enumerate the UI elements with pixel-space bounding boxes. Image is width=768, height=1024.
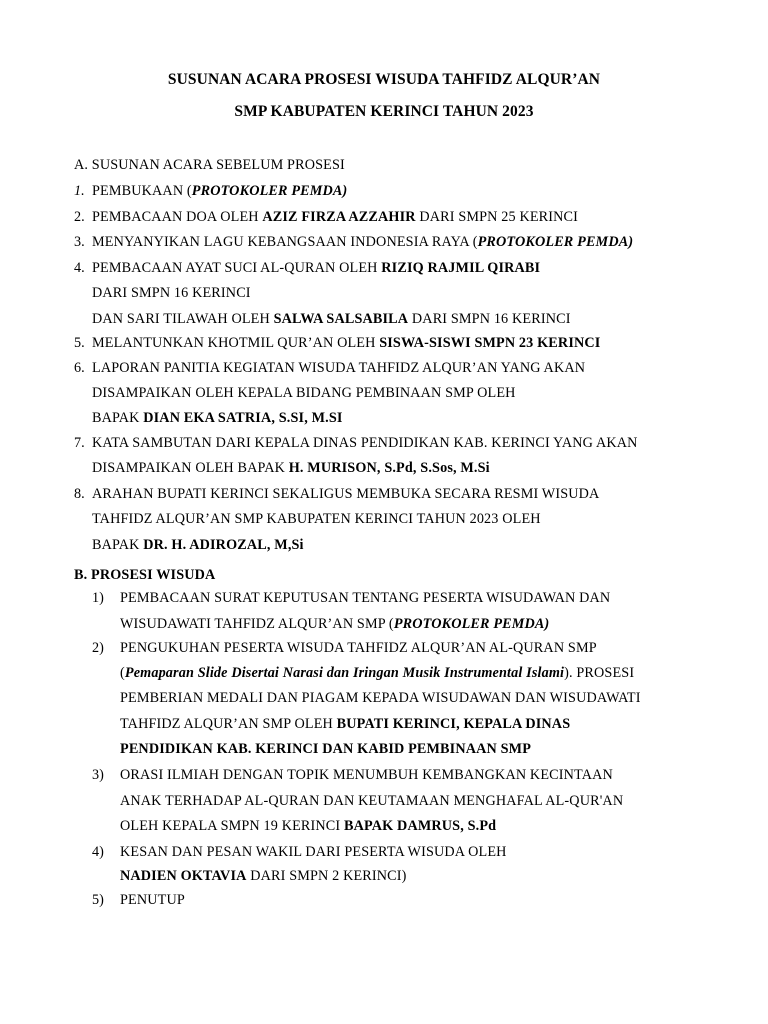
- section-a-item-3: MENYANYIKAN LAGU KEBANGSAAN INDONESIA RAYA (PROTOKOLER PEMDA): [92, 234, 634, 250]
- section-b-item-3-line-3: OLEH KEPALA SMPN 19 KERINCI BAPAK DAMRUS, S.Pd: [120, 818, 497, 834]
- item-number: 1): [92, 590, 104, 606]
- item-number: 2.: [74, 209, 85, 225]
- item-number: 2): [92, 640, 104, 656]
- section-b-heading: B. PROSESI WISUDA: [74, 567, 216, 583]
- item-number: 5): [92, 892, 104, 908]
- item-number: 7.: [74, 435, 85, 451]
- section-a-item-7-line-1: KATA SAMBUTAN DARI KEPALA DINAS PENDIDIKAN KAB. KERINCI YANG AKAN: [92, 435, 638, 451]
- section-b-item-1-line-1: PEMBACAAN SURAT KEPUTUSAN TENTANG PESERTA WISUDAWAN DAN: [120, 590, 611, 606]
- section-a-item-8-line-3: BAPAK DR. H. ADIROZAL, M,Si: [92, 537, 304, 553]
- item-number: 8.: [74, 486, 85, 502]
- item-number: 3): [92, 767, 104, 783]
- section-a-item-8-line-1: ARAHAN BUPATI KERINCI SEKALIGUS MEMBUKA SECARA RESMI WISUDA: [92, 486, 600, 502]
- section-a-item-6-line-2: DISAMPAIKAN OLEH KEPALA BIDANG PEMBINAAN SMP OLEH: [92, 385, 516, 401]
- item-number: 4.: [74, 260, 85, 276]
- item-number: 6.: [74, 360, 85, 376]
- item-number: 3.: [74, 234, 85, 250]
- section-a-item-7-line-2: DISAMPAIKAN OLEH BAPAK H. MURISON, S.Pd, S.Sos, M.Si: [92, 460, 490, 476]
- section-a-item-1: PEMBUKAAN (PROTOKOLER PEMDA): [92, 183, 348, 199]
- document-title-line-2: SMP KABUPATEN KERINCI TAHUN 2023: [234, 103, 534, 120]
- section-a-item-4-line-3: DAN SARI TILAWAH OLEH SALWA SALSABILA DARI SMPN 16 KERINCI: [92, 311, 571, 327]
- section-b-item-2-line-3: PEMBERIAN MEDALI DAN PIAGAM KEPADA WISUDAWAN DAN WISUDAWATI: [120, 690, 641, 706]
- section-b-item-2-line-5: PENDIDIKAN KAB. KERINCI DAN KABID PEMBINAAN SMP: [120, 741, 532, 757]
- section-b-item-3-line-1: ORASI ILMIAH DENGAN TOPIK MENUMBUH KEMBANGKAN KECINTAAN: [120, 767, 613, 783]
- section-b-item-2-line-2: (Pemaparan Slide Disertai Narasi dan Iringan Musik Instrumental Islami). PROSESI: [120, 665, 635, 681]
- section-a-item-5: MELANTUNKAN KHOTMIL QUR’AN OLEH SISWA-SISWI SMPN 23 KERINCI: [92, 335, 601, 351]
- section-b-item-5: PENUTUP: [120, 892, 185, 908]
- section-b-item-3-line-2: ANAK TERHADAP AL-QURAN DAN KEUTAMAAN MENGHAFAL AL-QUR'AN: [120, 793, 624, 809]
- section-a-item-2: PEMBACAAN DOA OLEH AZIZ FIRZA AZZAHIR DARI SMPN 25 KERINCI: [92, 209, 579, 225]
- section-b-item-2-line-4: TAHFIDZ ALQUR’AN SMP OLEH BUPATI KERINCI, KEPALA DINAS: [120, 716, 571, 732]
- item-number: 4): [92, 844, 104, 860]
- section-a-item-4-line-1: PEMBACAAN AYAT SUCI AL-QURAN OLEH RIZIQ RAJMIL QIRABI: [92, 260, 541, 276]
- section-b-item-4-line-1: KESAN DAN PESAN WAKIL DARI PESERTA WISUDA OLEH: [120, 844, 507, 860]
- section-a-item-6-line-1: LAPORAN PANITIA KEGIATAN WISUDA TAHFIDZ ALQUR’AN YANG AKAN: [92, 360, 586, 376]
- item-number: 1.: [74, 183, 85, 199]
- document-title-line-1: SUSUNAN ACARA PROSESI WISUDA TAHFIDZ ALQUR’AN: [167, 71, 601, 88]
- section-b-item-4-line-2: NADIEN OKTAVIA DARI SMPN 2 KERINCI): [120, 868, 407, 884]
- section-a-item-6-line-3: BAPAK DIAN EKA SATRIA, S.SI, M.SI: [92, 410, 343, 426]
- section-a-item-4-line-2: DARI SMPN 16 KERINCI: [92, 285, 251, 301]
- section-b-item-1-line-2: WISUDAWATI TAHFIDZ ALQUR’AN SMP (PROTOKOLER PEMDA): [120, 616, 550, 632]
- item-number: 5.: [74, 335, 85, 351]
- section-a-item-8-line-2: TAHFIDZ ALQUR’AN SMP KABUPATEN KERINCI TAHUN 2023 OLEH: [92, 511, 541, 527]
- section-a-heading: A. SUSUNAN ACARA SEBELUM PROSESI: [74, 157, 345, 173]
- section-b-item-2-line-1: PENGUKUHAN PESERTA WISUDA TAHFIDZ ALQUR’AN AL-QURAN SMP: [120, 640, 597, 656]
